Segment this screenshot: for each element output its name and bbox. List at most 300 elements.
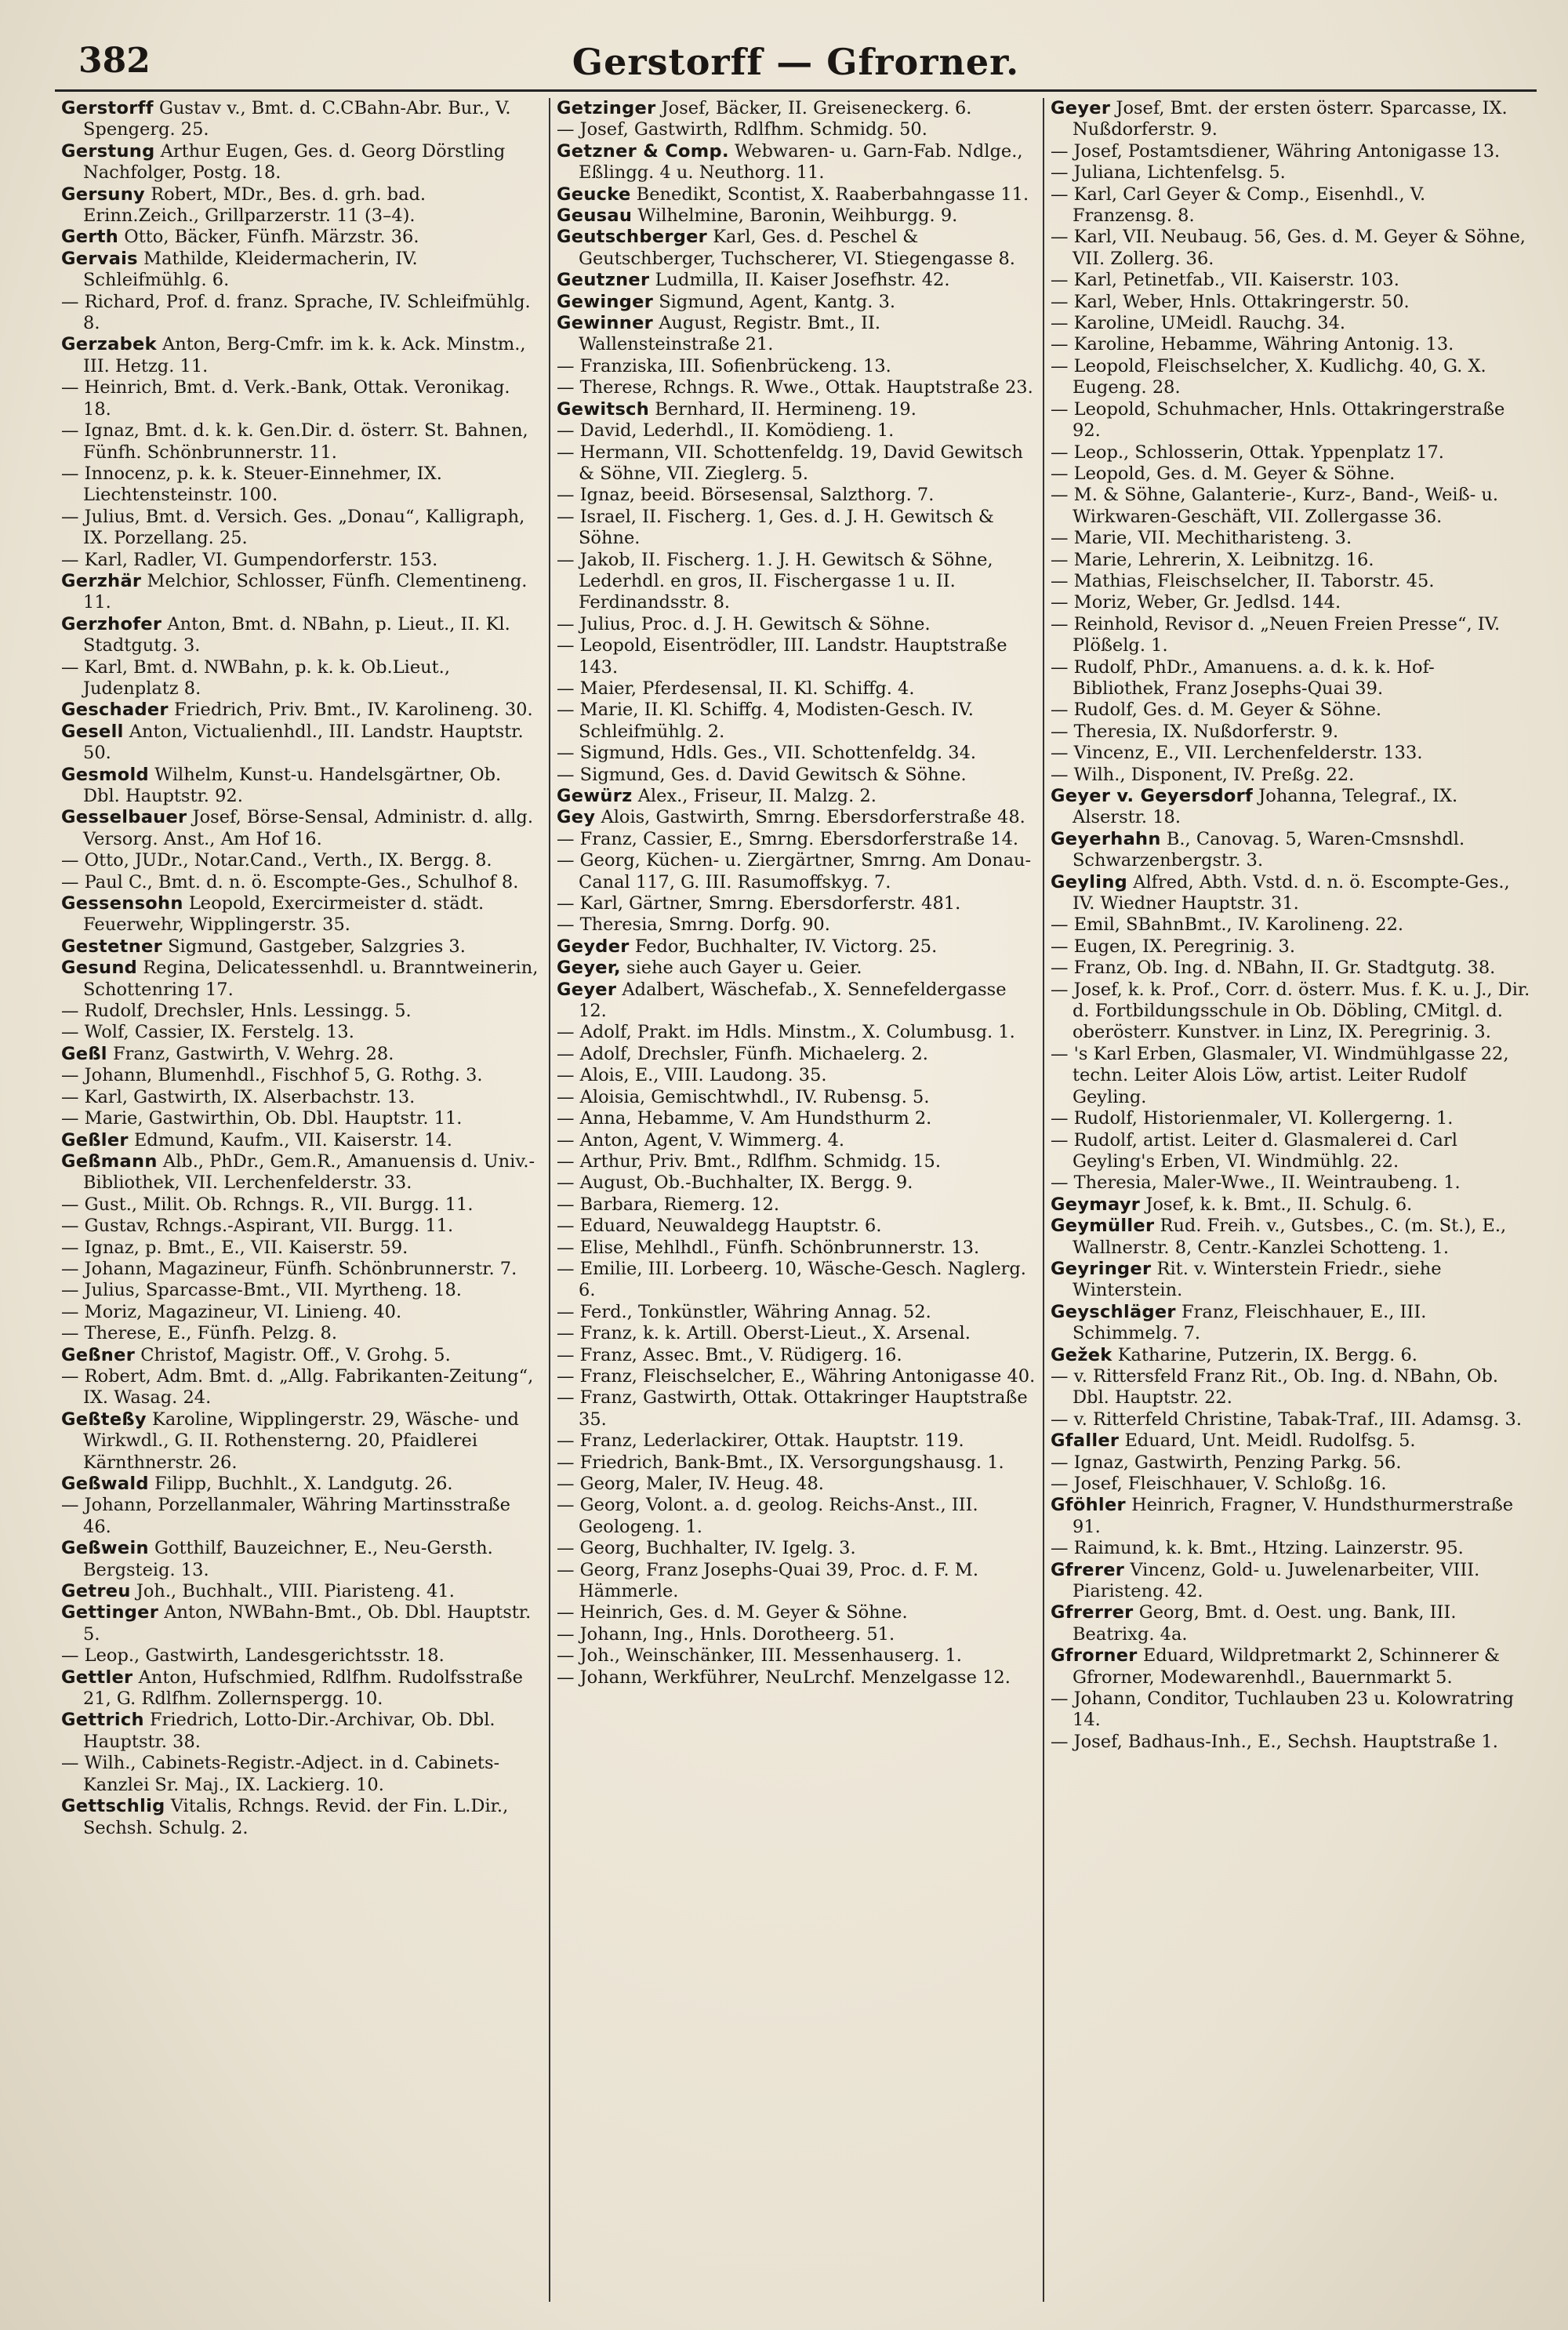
entry-surname: Gettschlig (61, 1796, 165, 1817)
entry-details: — Anna, Hebamme, V. Am Hundsthurm 2. (557, 1108, 932, 1129)
directory-entry (557, 420, 1036, 442)
entry-surname: Getzner & Comp. (557, 140, 729, 162)
entry-details: Georg, Bmt. d. Oest. ung. Bank, III. Beatrixg. 4a. (1073, 1602, 1457, 1645)
entry-details: — Joh., Weinschänker, III. Messenhauserg. 1. (557, 1645, 962, 1667)
directory-entry (1051, 442, 1530, 463)
entry-details: Franz, Gastwirth, V. Wehrg. 28. (112, 1043, 394, 1064)
directory-entry (1051, 1645, 1530, 1688)
directory-entry (557, 1538, 1036, 1559)
directory-entry (61, 1474, 543, 1495)
entry-details: Friedrich, Priv. Bmt., IV. Karolineng. 30. (173, 700, 533, 721)
entry-details: — Franz, Assec. Bmt., V. Rüdigerg. 16. (557, 1344, 902, 1365)
directory-entry (61, 1302, 543, 1323)
entry-details: — Karl, Gärtner, Smrng. Ebersdorferstr. 481. (557, 893, 961, 914)
directory-entry (557, 1345, 1036, 1366)
entry-details: — Raimund, k. k. Bmt., Htzing. Lainzerstr. 95. (1051, 1538, 1464, 1559)
entry-details: — Franz, Lederlackirer, Ottak. Hauptstr. 119. (557, 1430, 964, 1452)
entry-surname: Geusau (557, 205, 633, 227)
directory-entry (61, 1710, 543, 1753)
directory-entry (1051, 162, 1530, 184)
directory-entry (1051, 334, 1530, 355)
entry-details: Leopold, Exercirmeister d. städt. Feuerwehr, Wipplingerstr. 35. (83, 893, 485, 936)
directory-entry (1051, 485, 1530, 528)
entry-details: Gotthilf, Bauzeichner, E., Neu-Gersth. Bergsteig. 13. (83, 1538, 493, 1580)
entry-details: — M. & Söhne, Galanterie-, Kurz-, Band-, Weiß- u. Wirkwaren-Geschäft, VII. Zollergasse 36. (1051, 485, 1499, 527)
entry-details: Karl, Ges. d. Peschel & Geutschberger, Tuchscherer, VI. Stiegengasse 8. (579, 227, 1015, 269)
entry-details: — Karl, Radler, VI. Gumpendorferstr. 153. (61, 549, 438, 570)
entry-details: — Therese, Rchngs. R. Wwe., Ottak. Hauptstraße 23. (557, 377, 1033, 398)
entry-details: — Johann, Magazineur, Fünfh. Schönbrunnerstr. 7. (61, 1258, 517, 1279)
directory-entry (1051, 1302, 1530, 1345)
entry-surname: Geutschberger (557, 227, 708, 248)
entry-details: — Heinrich, Bmt. d. Verk.-Bank, Ottak. Veronikag. 18. (61, 377, 510, 420)
entry-surname: Gfaller (1051, 1430, 1120, 1452)
entry-details: — Johann, Werkführer, NeuLrchf. Menzelgasse 12. (557, 1667, 1011, 1688)
directory-entry (1051, 700, 1530, 721)
entry-details: — Rudolf, Drechsler, Hnls. Lessingg. 5. (61, 1001, 412, 1022)
directory-entry (1051, 1108, 1530, 1129)
entry-details: — Marie, Lehrerin, X. Leibnitzg. 16. (1051, 549, 1374, 570)
entry-details: Vincenz, Gold- u. Juwelenarbeiter, VIII. Piaristeng. 42. (1073, 1559, 1480, 1602)
entry-details: — v. Ritterfeld Christine, Tabak-Traf., III. Adamsg. 3. (1051, 1409, 1523, 1430)
entry-surname: Gerstung (61, 140, 155, 162)
directory-entry (61, 700, 543, 721)
directory-entry (557, 1430, 1036, 1452)
directory-entry (61, 1194, 543, 1216)
entry-details: Vitalis, Rchngs. Revid. der Fin. L.Dir., Sechsh. Schulg. 2. (83, 1796, 509, 1838)
directory-entry (557, 184, 1036, 205)
directory-entry (1051, 1044, 1530, 1108)
entry-details: — Eugen, IX. Peregrinig. 3. (1051, 936, 1296, 957)
entry-surname: Gestetner (61, 936, 162, 957)
directory-entry (557, 1495, 1036, 1538)
entry-details: siehe auch Gayer u. Geier. (626, 958, 862, 979)
entry-details: — Rudolf, Ges. d. M. Geyer & Söhne. (1051, 700, 1382, 721)
entry-details: — Barbara, Riemerg. 12. (557, 1194, 779, 1215)
directory-entry (1051, 571, 1530, 592)
entry-details: — Josef, k. k. Prof., Corr. d. österr. Mus. f. K. u. J., Dir. d. Fortbildungsschule in Ob. Döbling, CMitgl. d. oberösterr. Kunstver. in Linz, IX. Peregrinig. 3. (1051, 979, 1530, 1043)
entry-surname: Geyer (1051, 98, 1111, 118)
directory-entry (557, 1302, 1036, 1323)
entry-surname: Geßwald (61, 1474, 149, 1494)
entry-details: — Adolf, Drechsler, Fünfh. Michaelerg. 2. (557, 1043, 928, 1064)
directory-entry (1051, 872, 1530, 915)
entry-details: — Franziska, III. Sofienbrückeng. 13. (557, 355, 891, 376)
entry-details: — Ignaz, Bmt. d. k. k. Gen.Dir. d. österr. St. Bahnen, Fünfh. Schönbrunnerstr. 11. (61, 420, 528, 463)
entry-details: Anton, Bmt. d. NBahn, p. Lieut., II. Kl. Stadtgutg. 3. (83, 613, 510, 656)
entry-surname: Geyder (557, 936, 630, 957)
entry-details: — Elise, Mehlhdl., Fünfh. Schönbrunnerstr. 13. (557, 1237, 980, 1258)
entry-details: — Julius, Proc. d. J. H. Gewitsch & Söhne. (557, 613, 931, 634)
entry-details: — Alois, E., VIII. Laudong. 35. (557, 1065, 827, 1086)
directory-entry (61, 334, 543, 377)
directory-entry (61, 1130, 543, 1151)
entry-details: Sigmund, Agent, Kantg. 3. (659, 291, 896, 312)
directory-entry (1051, 1602, 1530, 1645)
directory-entry (1051, 936, 1530, 958)
entry-details: — Israel, II. Fischerg. 1, Ges. d. J. H. Gewitsch & Söhne. (557, 506, 994, 549)
entry-details: — Georg, Volont. a. d. geolog. Reichs-Anst., III. Geologeng. 1. (557, 1495, 978, 1537)
entry-details: — Innocenz, p. k. k. Steuer-Einnehmer, IX. Liechtensteinstr. 100. (61, 463, 442, 506)
entry-details: Rud. Freih. v., Gutsbes., C. (m. St.), E., Wallnerstr. 8, Centr.-Kanzlei Schotteng. 1. (1073, 1216, 1507, 1258)
directory-entry (557, 765, 1036, 786)
directory-entry (61, 141, 543, 184)
entry-details: — Ignaz, p. Bmt., E., VII. Kaiserstr. 59. (61, 1237, 408, 1258)
directory-entry (557, 936, 1036, 958)
entry-details: — Leopold, Schuhmacher, Hnls. Ottakringerstraße 92. (1051, 398, 1505, 442)
entry-details: — Rudolf, PhDr., Amanuens. a. d. k. k. Hof-Bibliothek, Franz Josephs-Quai 39. (1051, 656, 1435, 699)
entry-details: Otto, Bäcker, Fünfh. Märzstr. 36. (124, 227, 419, 248)
directory-entry (557, 1602, 1036, 1623)
directory-entry (557, 678, 1036, 700)
entry-details: — Karl, Weber, Hnls. Ottakringerstr. 50. (1051, 291, 1410, 312)
directory-entry (1051, 292, 1530, 313)
entry-details: Fedor, Buchhalter, IV. Victorg. 25. (634, 936, 938, 957)
directory-entry (557, 507, 1036, 550)
directory-entry (61, 850, 543, 871)
page-title: Gerstorff — Gfrorner. (572, 41, 1020, 83)
entry-details: — Hermann, VII. Schottenfeldg. 19, David Gewitsch & Söhne, VII. Zieglerg. 5. (557, 442, 1023, 484)
entry-details: — Karl, Gastwirth, IX. Alserbachstr. 13. (61, 1086, 416, 1107)
entry-details: — Julius, Bmt. d. Versich. Ges. „Donau“, Kalligraph, IX. Porzellang. 25. (61, 506, 525, 549)
entry-details: — Theresia, Maler-Wwe., II. Weintraubeng. 1. (1051, 1172, 1461, 1194)
entry-details: Katharine, Putzerin, IX. Bergg. 6. (1117, 1344, 1417, 1365)
directory-entry (1051, 1345, 1530, 1366)
entry-details: Alois, Gastwirth, Smrng. Ebersdorferstraße 48. (601, 807, 1025, 828)
entry-details: — 's Karl Erben, Glasmaler, VI. Windmühlgasse 22, techn. Leiter Alois Löw, artist. Leiter Rudolf Geyling. (1051, 1043, 1509, 1107)
directory-entry (1051, 743, 1530, 764)
entry-details: — v. Rittersfeld Franz Rit., Ob. Ing. d. NBahn, Ob. Dbl. Hauptstr. 22. (1051, 1365, 1499, 1409)
entry-details: Ludmilla, II. Kaiser Josefhstr. 42. (655, 270, 950, 291)
directory-entry (61, 765, 543, 808)
directory-entry (61, 377, 543, 420)
directory-entry (557, 914, 1036, 936)
entry-details: — Leopold, Eisentrödler, III. Landstr. Hauptstraße 143. (557, 635, 1007, 678)
entry-details: — Josef, Postamtsdiener, Währing Antonigasse 13. (1051, 140, 1501, 162)
page-header (55, 41, 1537, 92)
entry-details: — Franz, Fleischselcher, E., Währing Antonigasse 40. (557, 1365, 1036, 1387)
directory-entry (61, 1044, 543, 1065)
directory-entry (557, 1151, 1036, 1172)
entry-details: — Johann, Porzellanmaler, Währing Martinsstraße 46. (61, 1495, 510, 1537)
entry-details: — Karl, Carl Geyer & Comp., Eisenhdl., V. Franzensg. 8. (1051, 184, 1426, 227)
entry-surname: Getzinger (557, 98, 656, 118)
entry-details: — Theresia, IX. Nußdorferstr. 9. (1051, 721, 1339, 742)
entry-details: — Johann, Ing., Hnls. Dorotheerg. 51. (557, 1623, 895, 1645)
directory-entry (557, 1624, 1036, 1645)
directory-entry (557, 313, 1036, 356)
entry-details: Adalbert, Wäschefab., X. Sennefeldergasse 12. (579, 979, 1007, 1022)
entry-details: — Marie, Gastwirthin, Ob. Dbl. Hauptstr. 11. (61, 1108, 463, 1129)
entry-surname: Geymüller (1051, 1216, 1155, 1237)
entry-surname: Geßler (61, 1129, 129, 1150)
directory-entry (1051, 829, 1530, 872)
directory-entry (1051, 550, 1530, 571)
entry-details: — Richard, Prof. d. franz. Sprache, IV. Schleifmühlg. 8. (61, 291, 531, 334)
directory-entry (1051, 1409, 1530, 1430)
directory-entry (557, 205, 1036, 227)
entry-details: Heinrich, Fragner, V. Hundsthurmerstraße 91. (1073, 1495, 1514, 1537)
directory-entry (557, 743, 1036, 764)
entry-details: — Wilh., Disponent, IV. Preßg. 22. (1051, 764, 1355, 785)
entry-surname: Gerzabek (61, 334, 157, 355)
entry-details: — Josef, Fleischhauer, V. Schloßg. 16. (1051, 1474, 1387, 1494)
entry-surname: Geßmann (61, 1150, 158, 1172)
directory-entry (557, 635, 1036, 678)
entry-details: — Friedrich, Bank-Bmt., IX. Versorgungshausg. 1. (557, 1452, 1004, 1473)
entry-details: Josef, Bmt. der ersten österr. Sparcasse, IX. Nußdorferstr. 9. (1073, 98, 1508, 140)
directory-entry (557, 1474, 1036, 1495)
directory-entry (557, 141, 1036, 184)
entry-details: — Emil, SBahnBmt., IV. Karolineng. 22. (1051, 914, 1404, 936)
entry-surname: Geyschläger (1051, 1301, 1176, 1322)
entry-details: — Sigmund, Hdls. Ges., VII. Schottenfeldg. 34. (557, 743, 977, 764)
directory-entry (557, 1087, 1036, 1108)
entry-details: Josef, k. k. Bmt., II. Schulg. 6. (1145, 1194, 1413, 1215)
entry-details: Wilhelmine, Baronin, Weihburgg. 9. (637, 205, 958, 227)
entry-surname: Geutzner (557, 270, 650, 291)
directory-entry (1051, 958, 1530, 979)
directory-entry (61, 722, 543, 765)
directory-entry (61, 1001, 543, 1022)
directory-entry (557, 98, 1036, 119)
entry-details: Alb., PhDr., Gem.R., Amanuensis d. Univ.-Bibliothek, VII. Lerchenfelderstr. 33. (83, 1150, 535, 1194)
entry-details: — Robert, Adm. Bmt. d. „Allg. Fabrikanten-Zeitung“, IX. Wasag. 24. (61, 1365, 534, 1409)
directory-entry (1051, 1452, 1530, 1474)
directory-entry (61, 1108, 543, 1129)
entry-details: — Anton, Agent, V. Wimmerg. 4. (557, 1129, 845, 1150)
entry-surname: Gesell (61, 721, 124, 742)
directory-entry (61, 958, 543, 1001)
directory-entry (557, 550, 1036, 614)
entry-surname: Gewürz (557, 786, 633, 806)
entry-surname: Geyer v. Geyersdorf (1051, 786, 1254, 806)
directory-entry (1051, 463, 1530, 485)
directory-entry (61, 1216, 543, 1237)
entry-details: Eduard, Wildpretmarkt 2, Schinnerer & Gfrorner, Modewarenhdl., Bauernmarkt 5. (1073, 1645, 1501, 1688)
directory-entry (61, 1065, 543, 1086)
entry-details: — Wolf, Cassier, IX. Ferstelg. 13. (61, 1022, 354, 1043)
entry-surname: Geßteßy (61, 1409, 147, 1430)
directory-entry (1051, 528, 1530, 549)
directory-entry (1051, 227, 1530, 270)
entry-surname: Geschader (61, 700, 169, 721)
directory-entry (61, 1022, 543, 1043)
entry-details: — August, Ob.-Buchhalter, IX. Bergg. 9. (557, 1172, 913, 1194)
entry-details: — Franz, k. k. Artill. Oberst-Lieut., X. Arsenal. (557, 1323, 971, 1344)
entry-details: — Georg, Buchhalter, IV. Igelg. 3. (557, 1538, 856, 1559)
directory-entry (557, 1667, 1036, 1688)
directory-entry (557, 1130, 1036, 1151)
directory-entry (61, 571, 543, 614)
entry-details: Benedikt, Scontist, X. Raaberbahngasse 11. (636, 184, 1029, 205)
directory-entry (557, 1022, 1036, 1043)
entry-details: — Otto, JUDr., Notar.Cand., Verth., IX. Bergg. 8. (61, 850, 492, 871)
entry-details: B., Canovag. 5, Waren-Cmsnshdl. Schwarzenbergstr. 3. (1073, 828, 1465, 871)
directory-entry (1051, 592, 1530, 613)
entry-surname: Gerzhofer (61, 613, 162, 634)
entry-details: — Gustav, Rchngs.-Aspirant, VII. Burgg. 11. (61, 1216, 454, 1237)
entry-details: Bernhard, II. Hermineng. 19. (655, 398, 916, 420)
entry-details: August, Registr. Bmt., II. Wallensteinstraße 21. (579, 313, 881, 355)
entry-details: — Johann, Conditor, Tuchlauben 23 u. Kolowratring 14. (1051, 1688, 1514, 1731)
directory-entry (61, 1238, 543, 1259)
entry-details: — Therese, E., Fünfh. Pelzg. 8. (61, 1323, 337, 1344)
entry-details: — Leopold, Ges. d. M. Geyer & Söhne. (1051, 463, 1396, 484)
directory-entry (1051, 1366, 1530, 1409)
directory-entry (61, 807, 543, 850)
entry-details: — Vincenz, E., VII. Lerchenfelderstr. 133. (1051, 743, 1423, 764)
directory-entry (557, 1172, 1036, 1194)
entry-details: — Mathias, Fleischselcher, II. Taborstr. 45. (1051, 570, 1435, 591)
entry-surname: Gesund (61, 958, 138, 979)
entry-details: — David, Lederhdl., II. Komödieng. 1. (557, 420, 895, 442)
directory-entry (557, 292, 1036, 313)
directory-entry (557, 377, 1036, 398)
entry-details: — Georg, Küchen- u. Ziergärtner, Smrng. Am Donau-Canal 117, G. III. Rasumoffskyg. 7. (557, 850, 1032, 892)
directory-entry (557, 270, 1036, 291)
directory-entry (557, 1452, 1036, 1474)
entry-surname: Gesselbauer (61, 807, 187, 828)
entry-details: Melchior, Schlosser, Fünfh. Clementineng. 11. (83, 570, 528, 613)
column-right (1043, 98, 1537, 2302)
entry-details: Robert, MDr., Bes. d. grh. bad. Erinn.Zeich., Grillparzerstr. 11 (3–4). (83, 184, 426, 227)
directory-entry (61, 1538, 543, 1581)
entry-surname: Getreu (61, 1581, 131, 1602)
entry-details: Christof, Magistr. Off., V. Grohg. 5. (140, 1344, 451, 1365)
entry-details: — Wilh., Cabinets-Registr.-Adject. in d. Cabinets-Kanzlei Sr. Maj., IX. Lackierg. 10. (61, 1753, 500, 1795)
entry-details: Wilhelm, Kunst-u. Handelsgärtner, Ob. Dbl. Hauptstr. 92. (83, 764, 502, 806)
directory-entry (557, 807, 1036, 828)
entry-details: Arthur Eugen, Ges. d. Georg Dörstling Nachfolger, Postg. 18. (83, 140, 506, 184)
entry-surname: Gewinger (557, 291, 654, 312)
entry-surname: Geyer, (557, 958, 621, 979)
entry-details: Joh., Buchhalt., VIII. Piaristeng. 41. (136, 1581, 455, 1602)
entry-details: — Moriz, Magazineur, VI. Linieng. 40. (61, 1301, 402, 1322)
entry-details: Anton, Berg-Cmfr. im k. k. Ack. Minstm., III. Hetzg. 11. (83, 334, 526, 376)
directory-entry (1051, 1474, 1530, 1495)
entry-surname: Gettinger (61, 1602, 159, 1623)
entry-details: — Moriz, Weber, Gr. Jedlsd. 144. (1051, 592, 1341, 613)
entry-details: — Theresia, Smrng. Dorfg. 90. (557, 914, 830, 936)
entry-surname: Gerstorff (61, 98, 154, 118)
entry-details: — Rudolf, Historienmaler, VI. Kollergerng. 1. (1051, 1108, 1454, 1129)
directory-entry (557, 485, 1036, 506)
entry-details: — Juliana, Lichtenfelsg. 5. (1051, 162, 1286, 184)
entry-details: — Franz, Ob. Ing. d. NBahn, II. Gr. Stadtgutg. 38. (1051, 958, 1496, 979)
directory-entry (1051, 765, 1530, 786)
directory-entry (1051, 98, 1530, 141)
entry-details: — Sigmund, Ges. d. David Gewitsch & Söhne. (557, 764, 967, 785)
entry-details: — Leop., Schlosserin, Ottak. Yppenplatz 17. (1051, 442, 1444, 463)
directory-entry (557, 119, 1036, 140)
directory-entry (61, 1796, 543, 1839)
entry-details: — Ignaz, beeid. Börsesensal, Salzthorg. 7. (557, 485, 935, 506)
entry-details: Webwaren- u. Garn-Fab. Ndlge., Eßlingg. 4 u. Neuthorg. 11. (579, 140, 1023, 184)
directory-entry (61, 249, 543, 292)
entry-details: Rit. v. Winterstein Friedr., siehe Winterstein. (1073, 1258, 1442, 1301)
directory-entry (1051, 1259, 1530, 1302)
entry-details: — Reinhold, Revisor d. „Neuen Freien Presse“, IV. Plößelg. 1. (1051, 613, 1501, 656)
entry-details: Filipp, Buchhlt., X. Landgutg. 26. (154, 1474, 453, 1494)
entry-details: — Arthur, Priv. Bmt., Rdlfhm. Schmidg. 15. (557, 1150, 942, 1172)
directory-entry (1051, 313, 1530, 334)
entry-details: — Marie, VII. Mechitharisteng. 3. (1051, 528, 1352, 549)
entry-details: — Josef, Badhaus-Inh., E., Sechsh. Hauptstraße 1. (1051, 1731, 1498, 1752)
entry-surname: Geucke (557, 184, 631, 205)
entry-details: Friedrich, Lotto-Dir.-Archivar, Ob. Dbl. Hauptstr. 38. (83, 1710, 495, 1752)
entry-details: Alfred, Abth. Vstd. d. n. ö. Escompte-Ges., IV. Wiedner Hauptstr. 31. (1073, 871, 1510, 914)
entry-details: Eduard, Unt. Meidl. Rudolfsg. 5. (1124, 1430, 1416, 1452)
directory-entry (61, 1409, 543, 1474)
entry-details: — Ignaz, Gastwirth, Penzing Parkg. 56. (1051, 1452, 1402, 1473)
entry-details: — Paul C., Bmt. d. n. ö. Escompte-Ges., Schulhof 8. (61, 871, 519, 892)
directory-entry (61, 893, 543, 936)
columns-container (55, 98, 1537, 2302)
entry-surname: Geyer (557, 979, 617, 1000)
directory-entry (1051, 614, 1530, 657)
directory-entry (557, 958, 1036, 979)
entry-surname: Geßner (61, 1344, 136, 1365)
entry-details: — Maier, Pferdesensal, II. Kl. Schiffg. 4. (557, 678, 915, 699)
entry-details: — Karoline, Hebamme, Währing Antonig. 13. (1051, 334, 1454, 355)
entry-details: — Marie, II. Kl. Schiffg. 4, Modisten-Gesch. IV. Schleifmühlg. 2. (557, 700, 974, 742)
directory-entry (61, 936, 543, 958)
directory-entry (557, 1216, 1036, 1237)
directory-entry (61, 1280, 543, 1301)
entry-details: Edmund, Kaufm., VII. Kaiserstr. 14. (133, 1129, 452, 1150)
directory-entry (1051, 1430, 1530, 1452)
entry-details: — Franz, Gastwirth, Ottak. Ottakringer Hauptstraße 35. (557, 1387, 1028, 1430)
directory-entry (61, 1602, 543, 1645)
entry-surname: Gey (557, 807, 596, 828)
entry-surname: Geßl (61, 1043, 107, 1064)
directory-entry (557, 614, 1036, 635)
entry-surname: Gersuny (61, 184, 146, 205)
directory-entry (557, 850, 1036, 893)
entry-details: Gustav v., Bmt. d. C.CBahn-Abr. Bur., V. Spengerg. 25. (83, 98, 511, 140)
directory-entry (1051, 141, 1530, 162)
entry-surname: Gfrorner (1051, 1645, 1138, 1667)
entry-details: — Franz, Cassier, E., Smrng. Ebersdorferstraße 14. (557, 828, 1019, 849)
entry-details: Anton, Hufschmied, Rdlfhm. Rudolfsstraße 21, G. Rdlfhm. Zollernspergg. 10. (83, 1667, 523, 1710)
directory-entry (557, 442, 1036, 485)
directory-entry (1051, 1538, 1530, 1559)
directory-entry (61, 1645, 543, 1667)
directory-entry (557, 1259, 1036, 1302)
directory-entry (1051, 1495, 1530, 1538)
entry-details: — Johann, Blumenhdl., Fischhof 5, G. Rothg. 3. (61, 1065, 483, 1086)
directory-entry (1051, 1560, 1530, 1603)
entry-surname: Geyling (1051, 871, 1128, 892)
entry-details: Johanna, Telegraf., IX. Alserstr. 18. (1073, 786, 1458, 828)
entry-details: — Georg, Maler, IV. Heug. 48. (557, 1474, 824, 1494)
directory-entry (61, 420, 543, 463)
directory-entry (557, 227, 1036, 270)
entry-details: Karoline, Wipplingerstr. 29, Wäsche- und Wirkwdl., G. II. Rothensterng. 20, Pfaidlerei Kärnthnerstr. 26. (83, 1409, 519, 1473)
directory-entry (1051, 1172, 1530, 1194)
entry-details: — Rudolf, artist. Leiter d. Glasmalerei d. Carl Geyling's Erben, VI. Windmühlg. 22. (1051, 1129, 1457, 1172)
entry-details: Sigmund, Gastgeber, Salzgries 3. (168, 936, 466, 957)
entry-details: — Leopold, Fleischselcher, X. Kudlichg. 40, G. X. Eugeng. 28. (1051, 355, 1486, 398)
entry-details: — Julius, Sparcasse-Bmt., VII. Myrtheng. 18. (61, 1280, 462, 1301)
directory-entry (557, 1387, 1036, 1430)
entry-details: — Josef, Gastwirth, Rdlfhm. Schmidg. 50. (557, 119, 927, 140)
directory-entry (557, 399, 1036, 420)
entry-details: Anton, NWBahn-Bmt., Ob. Dbl. Hauptstr. 5. (83, 1602, 532, 1645)
directory-entry (1051, 399, 1530, 442)
directory-entry (61, 1495, 543, 1538)
